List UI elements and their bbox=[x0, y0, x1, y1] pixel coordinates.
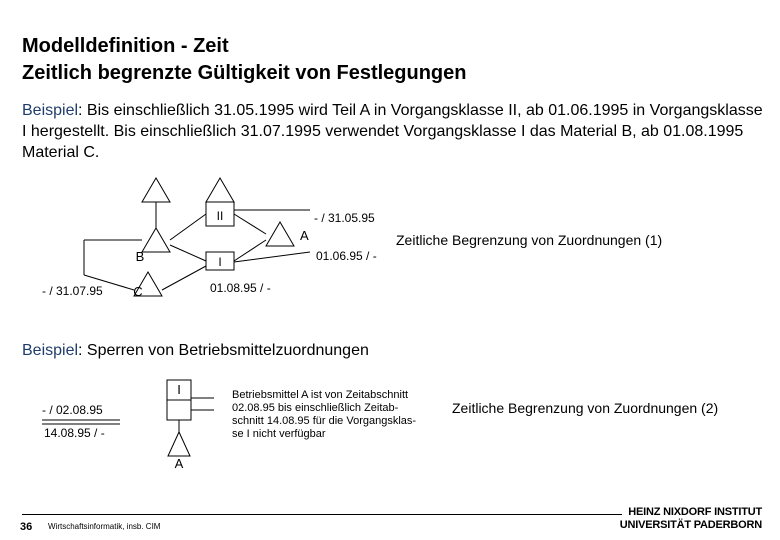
note-line-1: Betriebsmittel A ist von Zeitabschnitt bbox=[232, 389, 409, 401]
institute-line-1: HEINZ NIXDORF INSTITUT bbox=[628, 506, 762, 518]
label-part-a: A bbox=[300, 228, 309, 243]
institute-line-2: UNIVERSITÄT PADERBORN bbox=[619, 519, 762, 531]
example-2-label: Beispiel bbox=[22, 342, 79, 359]
diagram-1-caption: Zeitliche Begrenzung von Zuordnungen (1) bbox=[396, 232, 663, 248]
label-from-0108: 01.08.95 / - bbox=[210, 281, 271, 295]
label-part-a-2: A bbox=[174, 456, 184, 471]
note-line-4: se I nicht verfügbar bbox=[232, 428, 326, 440]
example-2-text: : Sperren von Betriebsmittelzuordnungen bbox=[78, 342, 369, 359]
title-line-1: Modelldefinition - Zeit bbox=[22, 35, 229, 57]
note-line-3: schnitt 14.08.95 für die Vorgangsklas- bbox=[232, 415, 417, 427]
footer-course: Wirtschaftsinformatik, insb. CIM bbox=[48, 522, 161, 531]
label-material-c: C bbox=[133, 284, 143, 299]
footer-divider bbox=[22, 514, 622, 515]
label-class-ii: II bbox=[216, 209, 224, 223]
title-line-2: Zeitlich begrenzte Gültigkeit von Festlegungen bbox=[22, 62, 467, 84]
note-line-2: 02.08.95 bis einschließlich Zeitab- bbox=[232, 402, 399, 414]
diagram-2-caption: Zeitliche Begrenzung von Zuordnungen (2) bbox=[452, 400, 719, 416]
label-from-0106: 01.06.95 / - bbox=[316, 249, 377, 263]
institute-logo bbox=[620, 506, 762, 532]
label-class-i-2: I bbox=[177, 382, 181, 397]
triangle-a-2 bbox=[168, 432, 190, 456]
label-class-i: I bbox=[218, 255, 222, 269]
page-number: 36 bbox=[20, 521, 33, 533]
label-until-3105: - / 31.05.95 bbox=[314, 211, 375, 225]
example-1-text: : Bis einschließlich 31.05.1995 wird Teil A in Vorgangsklasse II, ab 01.06.1995 in Vorgangsklasse I hergestellt. Bis einschließlich 31.07.1995 verwendet Vorgangsklasse I das Material B, ab 01.08.1995 Material C. bbox=[22, 102, 763, 161]
label-material-b: B bbox=[135, 249, 145, 264]
label-from-1408: 14.08.95 / - bbox=[44, 426, 105, 440]
label-until-3107: - / 31.07.95 bbox=[42, 284, 103, 298]
box-class-i-body bbox=[167, 400, 191, 420]
example-1-label: Beispiel bbox=[22, 102, 79, 119]
label-until-0208: - / 02.08.95 bbox=[42, 403, 103, 417]
